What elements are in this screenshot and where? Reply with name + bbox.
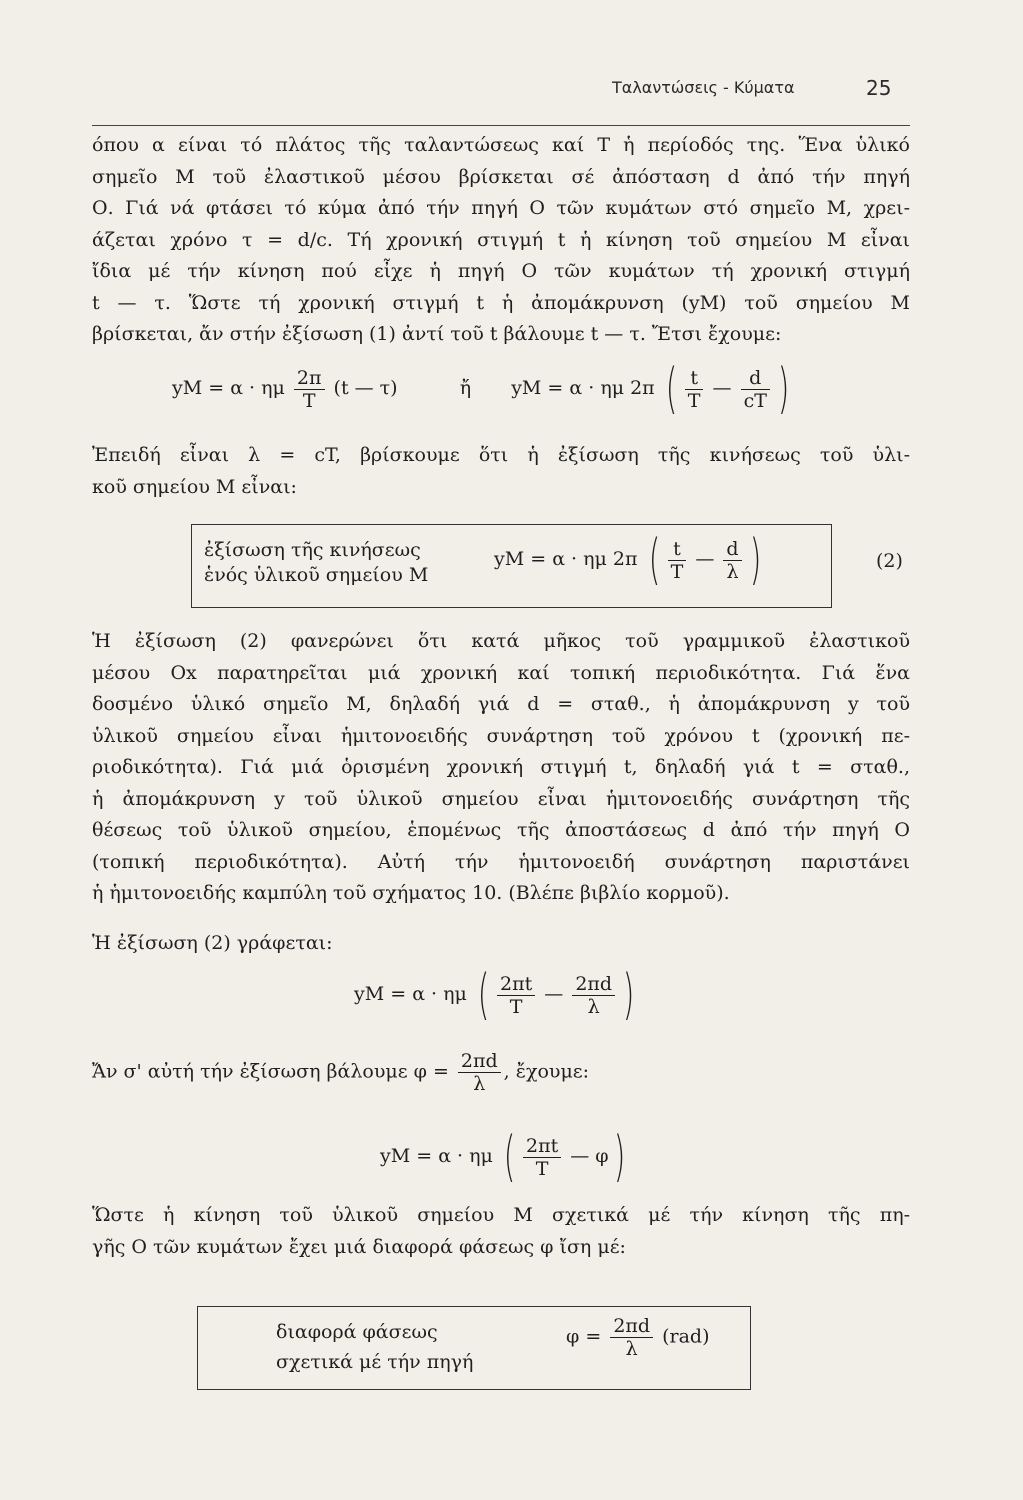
text-line: ὑλικοῦ σημείου εἶναι ἡμιτονοειδής συνάρτηση τοῦ χρόνου t (χρονική πε- bbox=[92, 724, 910, 747]
left-paren: ( bbox=[665, 357, 678, 420]
eq-lhs: yΜ = α · ημ bbox=[172, 377, 285, 399]
text-line: θέσεως τοῦ ὑλικοῦ σημείου, ἑπομένως τῆς ἀποστάσεως d ἀπό τήν πηγή Ο bbox=[92, 819, 910, 841]
fraction: $\frac{2\pi}{T}$ bbox=[294, 367, 325, 412]
fraction: $\frac{2\pi d}{\lambda}$ bbox=[458, 1050, 501, 1095]
header-rule bbox=[92, 125, 910, 126]
fraction: $\frac{2\pi t}{T}$ bbox=[497, 973, 535, 1018]
running-header-title: Ταλαντώσεις - Κύματα bbox=[612, 78, 795, 97]
eq-tail: (t — τ) bbox=[333, 377, 398, 399]
box-label-line1: ἐξίσωση τῆς κινήσεως bbox=[204, 539, 421, 561]
text-line: άζεται χρόνο τ = d/c. Τή χρονική στιγμή t ἡ κίνηση τοῦ σημείου Μ εἶναι bbox=[92, 228, 910, 251]
text-line: Ἐπειδή εἶναι λ = cT, βρίσκουμε ὅτι ἡ ἐξίσωση τῆς κινήσεως τοῦ ὑλι- bbox=[92, 444, 910, 466]
equation-expanded bbox=[354, 963, 639, 1026]
boxed-equation-phase bbox=[197, 1306, 751, 1390]
text-line: ἴδια μέ τήν κίνηση πού εἶχε ἡ πηγή Ο τῶν κυμάτων τή χρονική στιγμή bbox=[92, 260, 910, 282]
fraction: $\frac{d}{cT}$ bbox=[741, 367, 770, 412]
paragraph-phase-difference bbox=[92, 1200, 910, 1263]
eq-lhs: φ = bbox=[566, 1325, 602, 1348]
text-line: κοῦ σημείου Μ εἶναι: bbox=[92, 475, 297, 498]
paragraph-rewritten bbox=[92, 928, 910, 960]
unit-label: (rad) bbox=[662, 1325, 710, 1348]
paragraph-wavelength bbox=[92, 440, 910, 503]
boxed-equation-motion bbox=[191, 524, 832, 608]
text-line: ἡ ἡμιτονοειδής καμπύλη τοῦ σχήματος 10. (Βλέπε βιβλίο κορμοῦ). bbox=[92, 882, 730, 904]
minus-sign: — bbox=[544, 983, 564, 1005]
fraction: $\frac{t}{T}$ bbox=[668, 538, 687, 583]
text-line: σημεῖο Μ τοῦ ἐλαστικοῦ μέσου βρίσκεται σέ ἀπόσταση d ἀπό τήν πηγή bbox=[92, 165, 910, 188]
text-span: , ἔχουμε: bbox=[503, 1060, 590, 1083]
fraction: $\frac{2\pi t}{T}$ bbox=[523, 1135, 561, 1180]
text-line: Ὥστε ἡ κίνηση τοῦ ὑλικοῦ σημείου Μ σχετικά μέ τήν κίνηση τῆς πη- bbox=[92, 1204, 910, 1226]
text-line: ριοδικότητα). Γιά μιά ὁρισμένη χρονική στιγμή t, δηλαδή γιά t = σταθ., bbox=[92, 756, 910, 778]
boxed-equation bbox=[566, 1315, 710, 1360]
paragraph-phase-substitution bbox=[92, 1050, 589, 1095]
fraction: $\frac{d}{\lambda}$ bbox=[723, 538, 741, 583]
text-line: Ο. Γιά νά φτάσει τό κύμα ἀπό τήν πηγή Ο τῶν κυμάτων στό σημεῖο Μ, χρει- bbox=[92, 197, 910, 219]
fraction: $\frac{2\pi d}{\lambda}$ bbox=[610, 1315, 653, 1360]
boxed-equation bbox=[494, 528, 766, 591]
paragraph-periodicity bbox=[92, 626, 910, 910]
text-line: t — τ. Ὥστε τή χρονική στιγμή t ἡ ἀπομάκρυνση (yΜ) τοῦ σημείου Μ bbox=[92, 291, 910, 314]
paragraph-intro bbox=[92, 130, 910, 351]
minus-sign: — bbox=[712, 377, 732, 399]
fraction: $\frac{2\pi d}{\lambda}$ bbox=[572, 973, 615, 1018]
text-line: (τοπική περιοδικότητα). Αὐτή τήν ἡμιτονοειδή συνάρτηση παριστάνει bbox=[92, 850, 910, 873]
eq-lhs-2: yΜ = α · ημ 2π bbox=[511, 377, 655, 399]
box-label-line2: ἑνός ὑλικοῦ σημείου Μ bbox=[204, 564, 429, 586]
text-line: μέσου Οx παρατηρεῖται μιά χρονική καί τοπική περιοδικότητα. Γιά ἕνα bbox=[92, 661, 910, 684]
equation-displacement bbox=[172, 357, 794, 420]
box-label-line2: σχετικά μέ τήν πηγή bbox=[276, 1351, 474, 1373]
right-paren: ) bbox=[749, 528, 761, 591]
eq-lhs: yΜ = α · ημ bbox=[354, 983, 467, 1005]
eq-lhs: yΜ = α · ημ 2π bbox=[494, 548, 638, 570]
text-line: βρίσκεται, ἄν στήν ἐξίσωση (1) ἀντί τοῦ t βάλουμε t — τ. Ἔτσι ἔχουμε: bbox=[92, 323, 782, 345]
minus-sign: — bbox=[695, 548, 715, 570]
left-paren: ( bbox=[503, 1125, 516, 1188]
text-line: Ἡ ἐξίσωση (2) γράφεται: bbox=[92, 932, 333, 954]
left-paren: ( bbox=[648, 528, 660, 591]
page-number: 25 bbox=[866, 76, 892, 100]
fraction: $\frac{t}{T}$ bbox=[685, 367, 704, 412]
text-line: ἡ ἀπομάκρυνση y τοῦ ὑλικοῦ σημείου εἶναι ἡμιτονοειδής συνάρτηση τῆς bbox=[92, 787, 910, 810]
right-paren: ) bbox=[613, 1125, 625, 1188]
box-label-line1: διαφορά φάσεως bbox=[276, 1321, 438, 1343]
eq-or: ἤ bbox=[459, 377, 472, 399]
right-paren: ) bbox=[622, 963, 635, 1026]
text-span: Ἄν σ' αὐτή τήν ἐξίσωση βάλουμε φ = bbox=[92, 1060, 449, 1083]
text-line: γῆς Ο τῶν κυμάτων ἔχει μιά διαφορά φάσεως φ ἴση μέ: bbox=[92, 1235, 626, 1258]
eq-lhs: yΜ = α · ημ bbox=[380, 1145, 493, 1167]
eq-tail: — φ bbox=[570, 1145, 609, 1167]
left-paren: ( bbox=[477, 963, 490, 1026]
right-paren: ) bbox=[777, 357, 790, 420]
equation-number: (2) bbox=[876, 550, 903, 572]
equation-phase-form bbox=[380, 1125, 630, 1188]
text-line: Ἡ ἐξίσωση (2) φανερώνει ὅτι κατά μῆκος τοῦ γραμμικοῦ ἐλαστικοῦ bbox=[92, 630, 910, 652]
text-line: όπου α είναι τό πλάτος τῆς ταλαντώσεως καί Τ ἡ περίοδός της. Ἕνα ὑλικό bbox=[92, 134, 910, 156]
text-line: δοσμένο ὑλικό σημεῖο Μ, δηλαδή γιά d = σταθ., ἡ ἀπομάκρυνση y τοῦ bbox=[92, 693, 910, 715]
